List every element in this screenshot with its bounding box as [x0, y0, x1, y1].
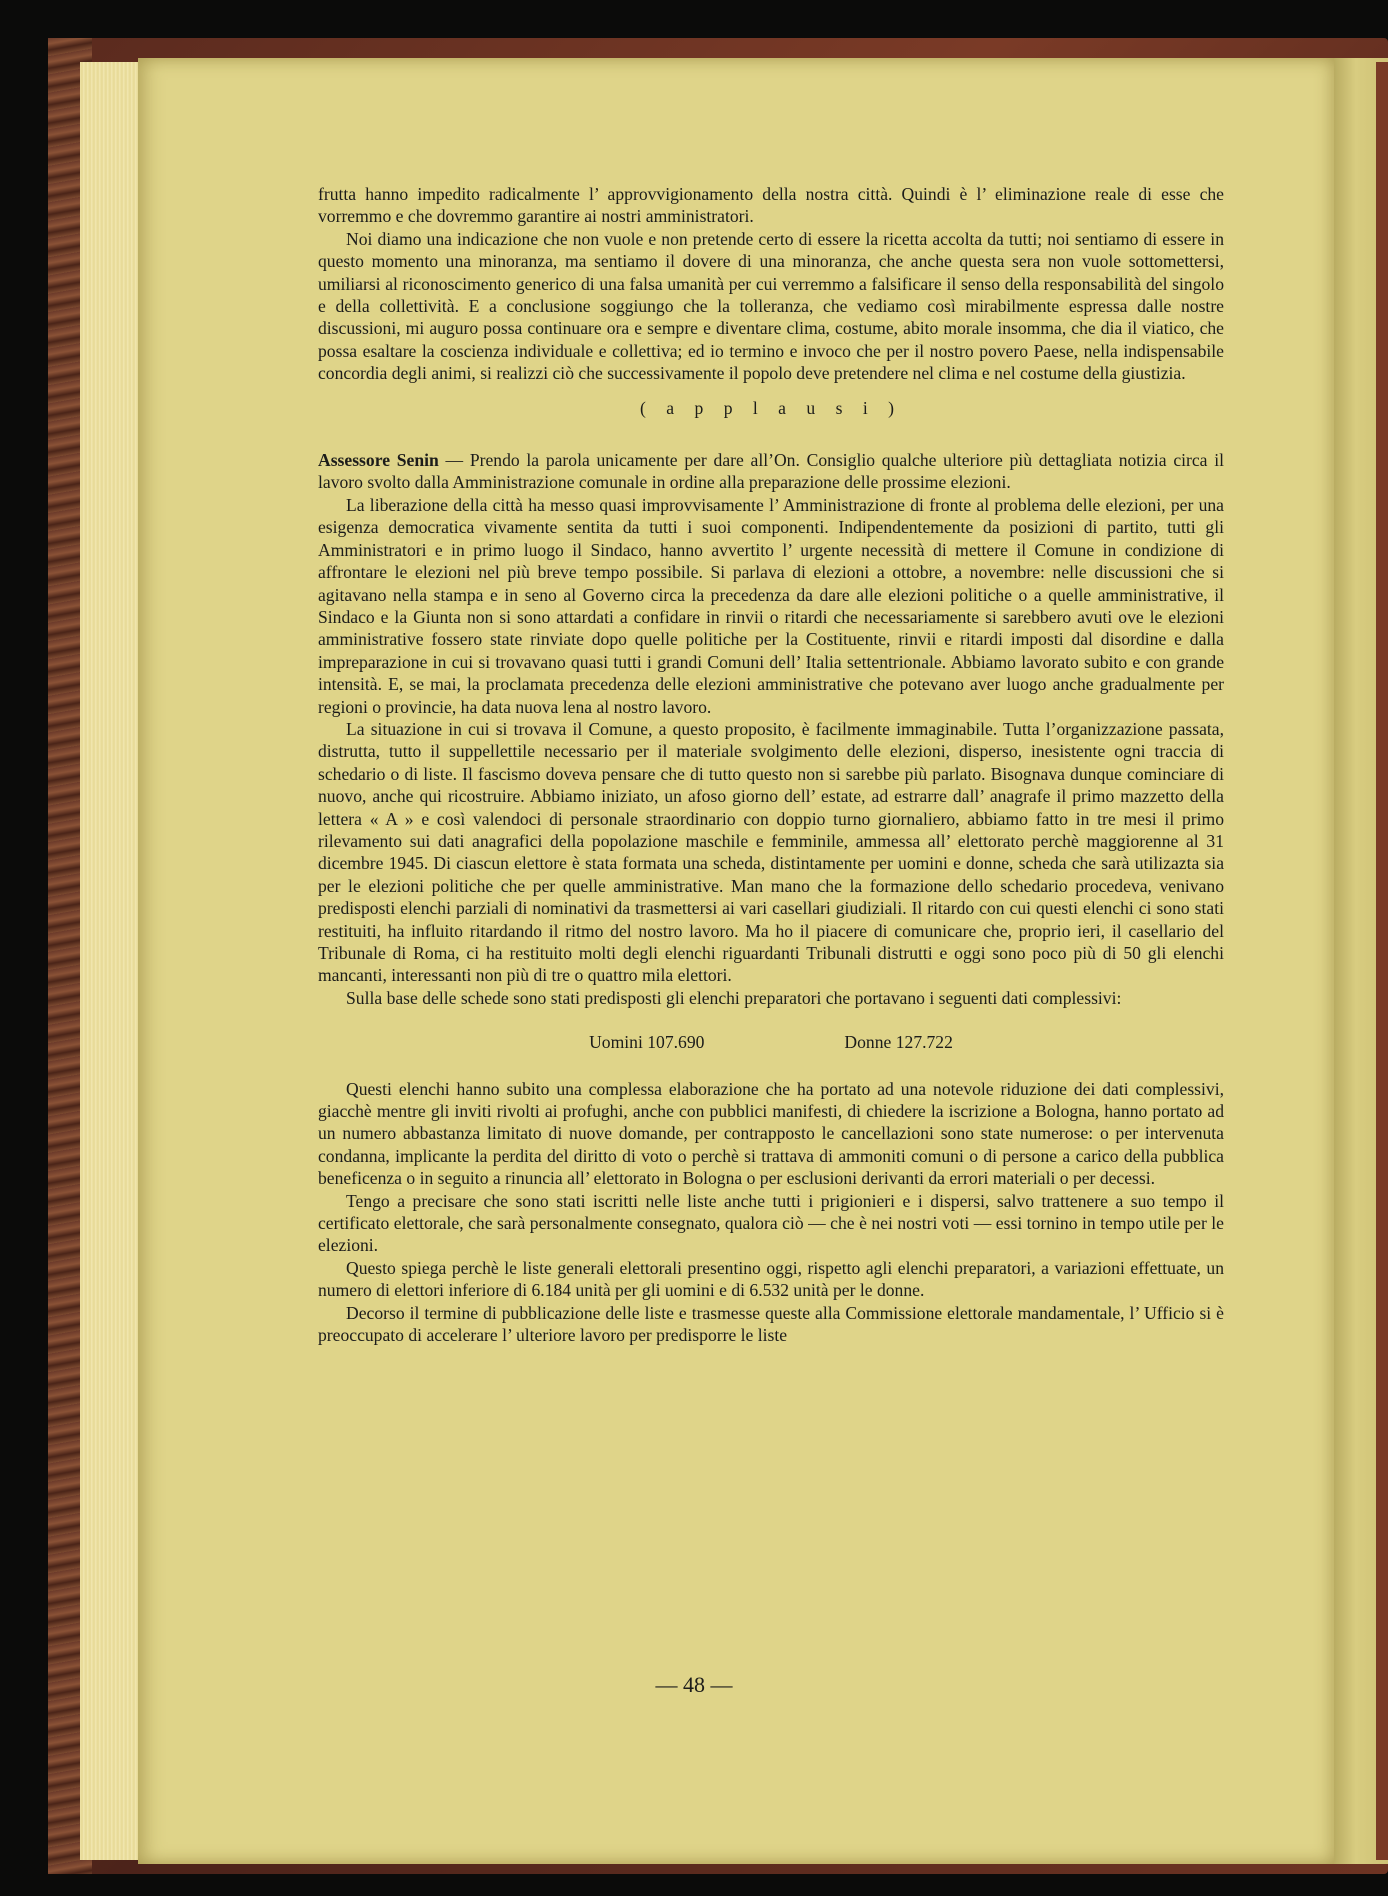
paragraph-3-text: — Prendo la parola unicamente per dare all’On. Consiglio qualche ulteriore più dettagliata notizia circa il lavoro svolto dalla Amministrazione comunale in ordine alla preparazione delle prossime elezioni.	[318, 450, 1224, 493]
speaker-name: Assessore Senin	[318, 450, 439, 471]
paragraph-2: Noi diamo una indicazione che non vuole e non pretende certo di essere la ricetta accolta da tutti; noi sentiamo di essere in questo momento una minoranza, ma sentiamo il dovere di una minoranza, che anche questa sera non vuole sottomettersi, umiliarsi al riconoscimento generico di una falsa umanità per cui verremmo a falsificare il senso della responsabilità del singolo e della collettività. E a conclusione soggiungo che la tolleranza, che vediamo così mirabilmente espressa dalle nostre discussioni, mi auguro possa continuare ora e sempre e diventare clima, costume, abito morale insomma, che dia il viatico, che possa esaltare la coscienza individuale e collettiva; ed io termino e invoco che per il nostro povero Paese, nella indispensabile concordia degli animi, si realizzi ciò che successivamente il popolo deve pretendere nel clima e nel costume della giustizia.	[318, 228, 1224, 384]
paragraph-6: Sulla base delle schede sono stati predisposti gli elenchi preparatori che portavano i seguenti dati complessivi:	[346, 987, 1122, 1008]
page-stack-edge	[80, 62, 138, 1860]
paragraph-4: La liberazione della città ha messo quasi improvvisamente l’ Amministrazione di fronte al problema delle elezioni, per una esigenza democratica vivamente sentita da tutti i suoi componenti. Indipendentemente da posizioni di partito, tutti gli Amministratori e in primo luogo il Sindaco, hanno avvertito l’ urgente necessità di mettere il Comune in condizione di affrontare le elezioni nel più breve tempo possibile. Si parlava di elezioni a ottobre, a novembre: nelle discussioni che si agitavano nella stampa e in seno al Governo circa la precedenza da dare alle elezioni politiche o a quelle amministrative, il Sindaco e la Giunta non si sono attardati a confidare in rinvii o ritardi che necessariamente si sarebbero avuti ove le elezioni amministrative fossero state rinviate dopo quelle politiche per la Costituente, rinvii e ritardi imposti dal disordine e dalla impreparazione in cui si trovavano quasi tutti i grandi Comuni dell’ Italia settentrionale. Abbiamo lavorato subito e con grande intensità. E, se mai, la proclamata precedenza delle elezioni amministrative che potevano aver luogo anche gradualmente per regioni o provincie, ha data nuova lena al nostro lavoro.	[318, 494, 1224, 717]
page-text	[318, 183, 1224, 1347]
figure-men: Uomini 107.690	[589, 1032, 705, 1053]
paragraph-9: Questo spiega perchè le liste generali elettorali presentino oggi, rispetto agli elenchi preparatori, a variazioni effettuate, un numero di elettori inferiore di 6.184 unità per gli uomini e di 6.532 unità per le donne.	[318, 1257, 1224, 1301]
page-number: — 48 —	[655, 1672, 733, 1697]
figure-women: Donne 127.722	[844, 1032, 953, 1053]
paragraph-3	[318, 449, 1224, 494]
paragraph-5: La situazione in cui si trovava il Comune, a questo proposito, è facilmente immaginabile. Tutta l’organizzazione passata, distrutta, tutto il suppellettile necessario per il materiale svolgimento delle elezioni, disperso, inesistente ogni traccia di schedario o di liste. Il fascismo doveva pensare che di tutto questo non si sarebbe più parlato. Bisognava dunque cominciare di nuovo, anche qui ricostruire. Abbiamo iniziato, un afoso giorno dell’ estate, ad estrarre dall’ anagrafe il primo mazzetto della lettera « A » e così valendoci di personale straordinario con doppio turno giornaliero, abbiamo fatto in tre mesi il primo rilevamento sui dati anagrafici della popolazione maschile e femminile, ammessa all’ elettorato perchè maggiorenne al 31 dicembre 1945. Di ciascun elettore è stata formata una scheda, distintamente per uomini e donne, scheda che sarà utilizazta sia per le elezioni politiche che per quelle amministrative. Man mano che la formazione dello schedario procedeva, venivano predisposti elenchi parziali di nominativi da trasmettersi ai vari casellari giudiziali. Il ritardo con cui questi elenchi ci sono stati restituiti, ha influito ritardando il ritmo del nostro lavoro. Ma ho il piacere di comunicare che, proprio ieri, il casellario del Tribunale di Roma, ci ha restituito molti degli elenchi riguardanti Tribunali distrutti e oggi sono poco più di 50 gli elenchi mancanti, interessanti non più di tre o quattro mila elettori.	[318, 718, 1224, 986]
paragraph-8: Tengo a precisare che sono stati iscritti nelle liste anche tutti i prigionieri e i dispersi, salvo trattenere a suo tempo il certificato elettorale, che sarà personalmente consegnato, qualora ciò — che è nei nostri voti — essi tornino in tempo utile per le elezioni.	[318, 1190, 1224, 1256]
paragraph-10: Decorso il termine di pubblicazione delle liste e trasmesse queste alla Commissione elettorale mandamentale, l’ Ufficio si è preoccupato di accelerare l’ ulteriore lavoro per predisporre le liste	[318, 1302, 1224, 1346]
paragraph-1: frutta hanno impedito radicalmente l’ approvvigionamento della nostra città. Quindi è l’ eliminazione reale di esse che vorremmo e che dovremmo garantire ai nostri amministratori.	[318, 184, 1224, 227]
voter-figures	[318, 1031, 1224, 1053]
paragraph-7: Questi elenchi hanno subito una complessa elaborazione che ha portato ad una notevole riduzione dei dati complessivi, giacchè mentre gli inviti rivolti ai profughi, anche con pubblici manifesti, di chiedere la iscrizione a Bologna, hanno portato ad un numero abbastanza limitato di nuove domande, per contrapposto le cancellazioni sono state numerose: o per intervenuta condanna, implicante la perdita del diritto di voto o perchè si trattava di ammoniti comuni o di persone a carico della pubblica beneficenza o in seguito a rinuncia all’ elettorato in Bologna o per esclusioni derivanti da errori materiali o per decessi.	[318, 1078, 1224, 1189]
cover-right-edge	[1376, 62, 1388, 1860]
applause-note: ( a p p l a u s i )	[640, 397, 902, 418]
